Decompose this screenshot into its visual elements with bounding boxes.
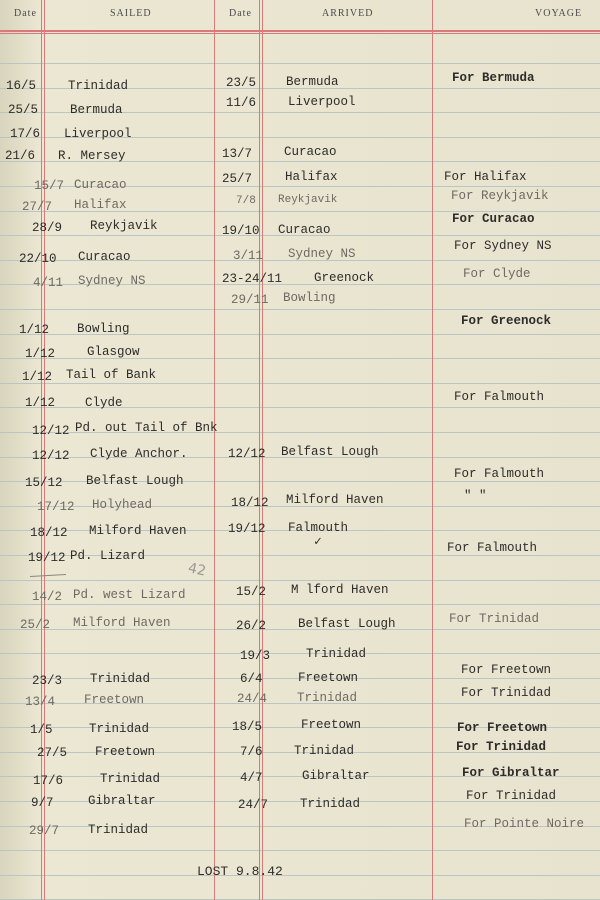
header-arrived: ARRIVED (322, 8, 374, 19)
sailed-place: Trinidad (90, 672, 151, 686)
sailed-place: Trinidad (88, 823, 149, 837)
pencil-note: 42 (186, 560, 208, 580)
header-rule (0, 30, 600, 32)
sailed-place: Milford Haven (89, 524, 187, 538)
sailed-place: Sydney NS (78, 274, 146, 288)
header-rule-secondary (0, 33, 600, 34)
sailed-date: 15/12 (25, 476, 63, 490)
arrived-place: Trinidad (297, 691, 358, 705)
arrived-date: 18/12 (231, 496, 269, 510)
ruled-line (0, 850, 600, 851)
sailed-place: Bermuda (70, 103, 123, 117)
sailed-place: R. Mersey (58, 149, 126, 163)
sailed-date: 19/12 (28, 551, 66, 565)
sailed-date: 23/3 (32, 674, 63, 688)
header-date-sailed: Date (14, 8, 37, 19)
arrived-place: Bowling (283, 291, 336, 305)
voyage-entry: For Clyde (463, 267, 531, 281)
sailed-date: 25/5 (8, 103, 39, 117)
arrived-date: 18/5 (232, 720, 263, 734)
voyage-entry: For Falmouth (447, 541, 538, 555)
sailed-date: 17/6 (33, 774, 64, 788)
arrived-place: Curacao (284, 145, 337, 159)
sailed-place: Freetown (95, 745, 156, 759)
arrived-place: Freetown (298, 671, 359, 685)
column-divider (214, 0, 215, 900)
sailed-place: Milford Haven (73, 616, 171, 630)
sailed-place: Pd. Lizard (70, 549, 146, 563)
sailed-date: 28/9 (32, 221, 63, 235)
voyage-entry: For Bermuda (452, 71, 535, 85)
voyage-entry: For Halifax (444, 170, 527, 184)
sailed-place: Bowling (77, 322, 130, 336)
pencil-stroke (30, 574, 66, 577)
sailed-place: Trinidad (68, 79, 129, 93)
sailed-date: 17/12 (37, 500, 75, 514)
arrived-date: 19/12 (228, 522, 266, 536)
sailed-date: 27/5 (37, 746, 68, 760)
sailed-place: Clyde Anchor. (90, 447, 188, 461)
voyage-entry: For Curacao (452, 212, 535, 226)
header-date-arrived: Date (229, 8, 252, 19)
voyage-entry: For Falmouth (454, 467, 545, 481)
sailed-place: Curacao (78, 250, 131, 264)
ruled-line (0, 309, 600, 310)
voyage-entry: For Freetown (457, 721, 548, 735)
sailed-date: 9/7 (31, 796, 54, 810)
sailed-date: 1/12 (22, 370, 53, 384)
lost-date: LOST 9.8.42 (197, 864, 283, 879)
arrived-place: Gibraltar (302, 769, 370, 783)
voyage-entry: For Gibraltar (462, 766, 560, 780)
arrived-place: Belfast Lough (281, 445, 379, 459)
sailed-date: 4/11 (33, 276, 64, 290)
sailed-date: 12/12 (32, 424, 70, 438)
sailed-date: 15/7 (34, 179, 65, 193)
ruled-line (0, 653, 600, 654)
arrived-place: Falmouth (288, 521, 349, 535)
arrived-place: Milford Haven (286, 493, 384, 507)
sailed-place: Belfast Lough (86, 474, 184, 488)
arrived-date: 23-24/11 (222, 272, 283, 286)
arrived-date: 19/3 (240, 649, 271, 663)
ruled-line (0, 580, 600, 581)
header-voyage: VOYAGE (535, 8, 583, 19)
voyage-entry: For Sydney NS (454, 239, 552, 253)
arrived-date: 29/11 (231, 293, 269, 307)
arrived-date: 26/2 (236, 619, 267, 633)
sailed-date: 18/12 (30, 526, 68, 540)
sailed-date: 25/2 (20, 618, 51, 632)
sailed-date: 1/12 (25, 347, 56, 361)
arrived-place: Trinidad (294, 744, 355, 758)
arrived-date: 3/11 (233, 249, 264, 263)
arrived-place: Greenock (314, 271, 375, 285)
sailed-place: Pd. west Lizard (73, 588, 186, 602)
arrived-date: 11/6 (226, 96, 257, 110)
sailed-date: 14/2 (32, 590, 63, 604)
voyage-entry: For Greenock (461, 314, 552, 328)
voyage-entry: For Reykjavik (451, 189, 549, 203)
ruled-line (0, 875, 600, 876)
arrived-place: M lford Haven (291, 583, 389, 597)
ruled-line (0, 63, 600, 64)
sailed-place: Liverpool (64, 127, 132, 141)
arrived-date: 12/12 (228, 447, 266, 461)
sailed-date: 21/6 (5, 149, 36, 163)
sailed-place: Halifax (74, 198, 127, 212)
sailed-date: 22/10 (19, 252, 57, 266)
arrived-place: Trinidad (306, 647, 367, 661)
arrived-place: Curacao (278, 223, 331, 237)
arrived-date: 23/5 (226, 76, 257, 90)
sailed-date: 1/12 (19, 323, 50, 337)
voyage-ditto: " " (464, 489, 487, 503)
voyage-entry: For Pointe Noire (464, 817, 585, 831)
sailed-place: Freetown (84, 693, 145, 707)
sailed-date: 16/5 (6, 79, 37, 93)
sailed-date: 29/7 (29, 824, 60, 838)
ruled-line (0, 604, 600, 605)
arrived-date: 15/2 (236, 585, 267, 599)
tick-mark-icon: ✓ (314, 534, 322, 549)
arrived-date: 25/7 (222, 172, 253, 186)
sailed-place: Trinidad (100, 772, 161, 786)
arrived-place: Sydney NS (288, 247, 356, 261)
ruled-line (0, 383, 600, 384)
sailed-place: Clyde (85, 396, 123, 410)
voyage-entry: For Trinidad (449, 612, 540, 626)
arrived-date: 24/4 (237, 692, 268, 706)
arrived-date: 13/7 (222, 147, 253, 161)
arrived-place: Halifax (285, 170, 338, 184)
sailed-date: 17/6 (10, 127, 41, 141)
voyage-entry: For Trinidad (461, 686, 552, 700)
sailed-place: Reykjavik (90, 219, 158, 233)
arrived-date: 24/7 (238, 798, 269, 812)
sailed-place: Curacao (74, 178, 127, 192)
header-sailed: SAILED (110, 8, 152, 19)
sailed-place: Holyhead (92, 498, 153, 512)
voyage-entry: For Freetown (461, 663, 552, 677)
sailed-place: Trinidad (89, 722, 150, 736)
voyage-entry: For Trinidad (456, 740, 547, 754)
arrived-place: Bermuda (286, 75, 339, 89)
sailed-date: 12/12 (32, 449, 70, 463)
arrived-place: Reykjavik (278, 194, 338, 206)
voyage-entry: For Falmouth (454, 390, 545, 404)
arrived-date: 7/8 (236, 195, 256, 207)
arrived-date: 7/6 (240, 745, 263, 759)
sailed-place: Pd. out Tail of Bnk (75, 421, 218, 435)
sailed-date: 1/12 (25, 396, 56, 410)
sailed-date: 13/4 (25, 695, 56, 709)
sailed-place: Glasgow (87, 345, 140, 359)
sailed-date: 1/5 (30, 723, 53, 737)
arrived-date: 4/7 (240, 771, 263, 785)
sailed-place: Gibraltar (88, 794, 156, 808)
arrived-date: 6/4 (240, 672, 263, 686)
voyage-entry: For Trinidad (466, 789, 557, 803)
arrived-date: 19/10 (222, 224, 260, 238)
arrived-place: Trinidad (300, 797, 361, 811)
arrived-place: Freetown (301, 718, 362, 732)
sailed-place: Tail of Bank (66, 368, 157, 382)
sailed-date: 27/7 (22, 200, 53, 214)
column-divider (432, 0, 433, 900)
arrived-place: Belfast Lough (298, 617, 396, 631)
arrived-place: Liverpool (288, 95, 356, 109)
